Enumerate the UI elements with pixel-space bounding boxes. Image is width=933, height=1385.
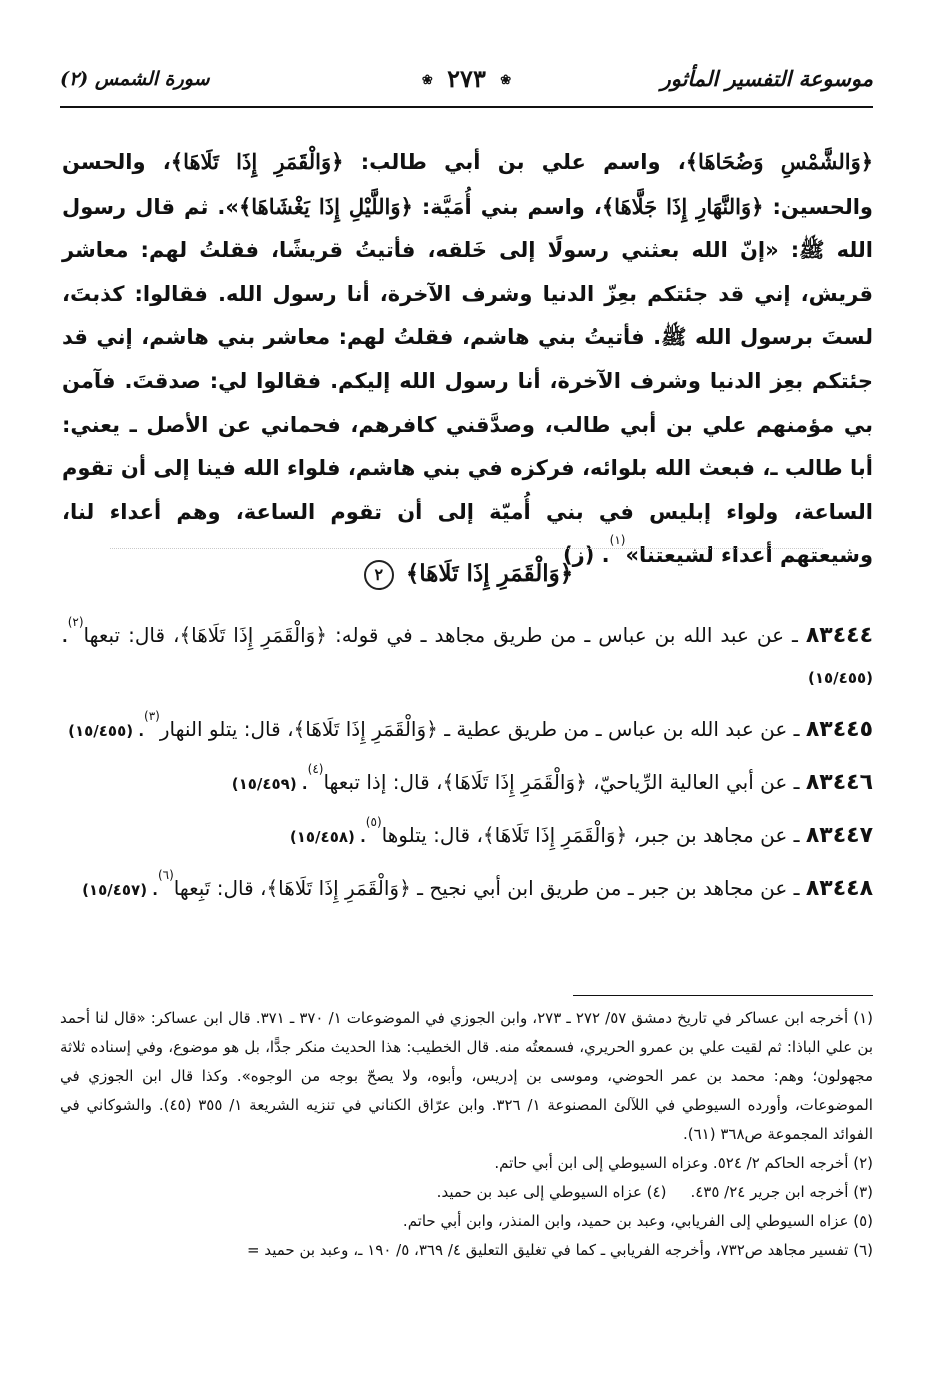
footnote-3: (٣) أخرجه ابن جرير ٢٤/ ٤٣٥. [690,1183,873,1201]
footnote-6: (٦) تفسير مجاهد ص٧٣٢، وأخرجه الفريابي ـ كما في تغليق التعليق ٤/ ٣٦٩، ٥/ ١٩٠ ـ، وعبد بن حميد = [247,1241,873,1259]
volume-reference: . (١٥/٤٥٥) [62,628,873,687]
quran-verse: ﴿وَالْقَمَرِ إِذَا تَلَاهَا﴾ [170,149,344,174]
section-heading [60,560,873,590]
body-text: ، والحسن والحسين: [62,150,873,219]
ayah-number-badge: ٢ [364,560,394,590]
series-title: موسوعة التفسير المأثور [660,66,873,91]
narration-number: ٨٣٤٤٧ [805,823,873,848]
surah-title: سورة الشمس (٢) [60,68,210,90]
footnote-marker: (٢) [67,615,84,629]
heading-verse: ﴿وَالْقَمَرِ إِذَا تَلَاهَا﴾ [405,560,574,587]
header-rule [60,106,873,108]
footnote-4: (٤) عزاه السيوطي إلى عبد بن حميد. [436,1183,667,1201]
volume-reference: . (١٥/٤٥٧) [82,881,158,899]
narration-text: ـ عن عبد الله بن عباس ـ من طريق مجاهد ـ في قوله: ﴿وَالْقَمَرِ إِذَا تَلَاهَا﴾، قال: تبعها [83,623,806,647]
narration-entry [62,869,873,910]
footnote-2: (٢) أخرجه الحاكم ٢/ ٥٢٤. وعزاه السيوطي إلى ابن أبي حاتم. [494,1154,873,1172]
body-text: ، واسم بني أُمَيَّة: [412,194,602,219]
volume-reference: . (١٥/٤٥٥) [68,722,145,740]
main-text [62,140,873,578]
narration-entry [62,816,873,857]
footnote-5: (٥) عزاه السيوطي إلى الفريابي، وعبد بن حميد، وابن المنذر، وابن أبي حاتم. [402,1212,873,1230]
page-header [60,62,873,114]
narration-entry [62,616,873,698]
main-paragraph [62,140,873,578]
narration-text: ـ عن عبد الله بن عباس ـ من طريق عطية ـ ﴿وَالْقَمَرِ إِذَا تَلَاهَا﴾، قال: يتلو النهار [159,717,806,741]
volume-reference: . (١٥/٤٥٨) [289,828,366,846]
narration-text: ـ عن أبي العالية الرِّياحيّ، ﴿وَالْقَمَرِ إِذَا تَلَاهَا﴾، قال: إذا تبعها [323,770,806,794]
footnote-marker: (٤) [307,762,324,776]
quran-verse: ﴿وَاللَّيْلِ إِذَا يَغْشَاهَا﴾ [238,193,413,219]
narration-entry [62,710,873,751]
narration-number: ٨٣٤٤٦ [805,770,873,795]
footnote-row [60,1178,873,1207]
page-number: ٢٧٣ [447,64,486,93]
footnote-marker: (١) [609,533,626,548]
quran-verse: ﴿وَالشَّمْسِ وَضُحَاهَا﴾ [685,149,874,174]
narration-number: ٨٣٤٤٤ [805,623,873,648]
section-divider [110,548,823,549]
footnote-1: (١) أخرجه ابن عساكر في تاريخ دمشق ٥٧/ ٢٧٢ ـ ٢٧٣، وابن الجوزي في الموضوعات ١/ ٣٧٠ ـ ٣٧١. قال ابن عساكر: «قال لنا أحمد بن علي الباذا: ثم لقيت علي بن عمرو الحريري، فسمعتُه منه. قال الخطيب: هذا الحديث منكر جدًّا، بل هو موضوع، وفي إسناده ثلاثة مجهولون؛ وهم: محمد بن عمر الحوضي، وموسى بن إدريس، وأبوه، ولا يصحّ بوجه من الوجوه». وكذا قال ابن الجوزي في الموضوعات، وأورده السيوطي في اللآلئ المصنوعة ١/ ٣٢٦. وابن عرّاق الكناني في تنزيه الشريعة ١/ ٣٥٥ (٤٥). والشوكاني في الفوائد المجموعة ص٣٦٨ (٦١). [60,1009,873,1143]
footnote-rule [573,995,873,996]
narration-number: ٨٣٤٤٥ [805,717,873,742]
footnotes [60,1004,873,1265]
footnote-marker: (٦) [157,868,174,882]
body-text: ، واسم علي بن أبي طالب: [343,150,686,174]
narration-entry [62,763,873,804]
body-text: . (ز) [563,543,610,568]
volume-reference: . (١٥/٤٥٩) [231,775,308,793]
ornament-icon: ❀ [421,73,433,88]
body-text: ». ثم قال رسول الله ﷺ: «إنّ الله بعثني رسولًا إلى خَلقه، فأتيتُ قريشًا، فقلتُ لهم: معاشر قريش، إني قد جئتكم بعِزّ الدنيا وشرف الآخرة، أنا رسول الله. فقالوا: كذبتَ، لستَ برسول الله ﷺ. فأتيتُ بني هاشم، فقلتُ لهم: معاشر بني هاشم، إني قد جئتكم بعِز الدنيا وشرف الآخرة، أنا رسول الله إليكم. فقالوا لي: صدقتَ. فآمن بي مؤمنهم علي بن أبي طالب، وصدَّقني كافرهم، فحماني عن الأصل ـ يعني: أبا طالب ـ، فبعث الله بلوائه، فركزه في بني هاشم، فلواء الله فينا إلى أن تقوم الساعة، ولواء إبليس في بني أُميّة إلى أن تقوم الساعة، وهم أعداء لنا، وشيعتهم أعداء لشيعتنا» [62,194,873,568]
ornament-icon: ❀ [500,73,512,88]
narration-text: ـ عن مجاهد بن جبر، ﴿وَالْقَمَرِ إِذَا تَلَاهَا﴾، قال: يتلوها [381,823,806,847]
narration-number: ٨٣٤٤٨ [805,876,873,901]
footnote-marker: (٣) [144,709,160,723]
footnote-marker: (٥) [365,815,382,829]
quran-verse: ﴿وَالنَّهَارِ إِذَا جَلَّاهَا﴾ [601,193,764,219]
narration-text: ـ عن مجاهد بن جبر ـ من طريق ابن أبي نجيح ـ ﴿وَالْقَمَرِ إِذَا تَلَاهَا﴾، قال: تَبِعها [173,876,806,900]
narration-list [62,616,873,922]
